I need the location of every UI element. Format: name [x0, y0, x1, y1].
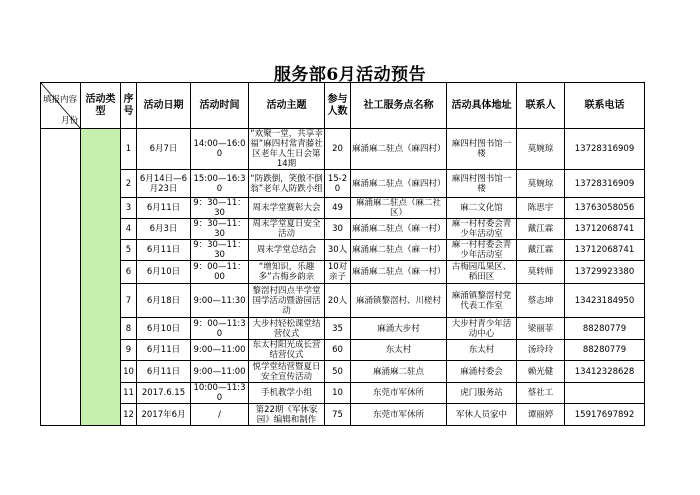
row-phone: 88280779	[565, 318, 645, 340]
row-contact: 蔡志坤	[517, 284, 565, 318]
table-row	[41, 318, 645, 340]
row-no: 8	[121, 318, 137, 340]
row-phone: 13423184950	[565, 284, 645, 318]
row-topic: 第22期《军休家园》编辑和制作	[249, 404, 325, 426]
row-topic: “增知识，乐趣多”古梅乡韵亲	[249, 261, 325, 284]
row-topic: 大步村轻松课堂结营仪式	[249, 318, 325, 340]
row-no: 4	[121, 219, 137, 240]
header-fill-content-label: 填报内容	[43, 95, 78, 105]
row-no: 6	[121, 261, 137, 284]
row-time: 9：00—11：00	[191, 261, 249, 284]
row-address: 古梅园瓜果区、稻田区	[447, 261, 517, 284]
row-count: 50	[325, 361, 351, 383]
row-no: 9	[121, 340, 137, 361]
header-count: 参与人数	[325, 83, 351, 129]
row-site: 麻涌麻二驻点（麻一村）	[351, 219, 447, 240]
row-address: 军休人员家中	[447, 404, 517, 426]
row-no: 1	[121, 129, 137, 170]
header-no: 序号	[121, 83, 137, 129]
header-activity-type: 活动类型	[81, 83, 121, 129]
activity-type-cell	[81, 129, 121, 426]
row-time: 15:00—16:30	[191, 170, 249, 198]
row-time: 9：30—11：30	[191, 198, 249, 219]
row-topic: 周末学堂赛彰大会	[249, 198, 325, 219]
row-site: 东莞市军休所	[351, 404, 447, 426]
row-contact: 梁丽菲	[517, 318, 565, 340]
table-row	[41, 198, 645, 219]
row-contact: 赖光健	[517, 361, 565, 383]
row-count: 20人	[325, 284, 351, 318]
row-no: 12	[121, 404, 137, 426]
row-site: 东莞市军休所	[351, 383, 447, 404]
row-phone: 13412328628	[565, 361, 645, 383]
row-phone: 13763058056	[565, 198, 645, 219]
row-phone: 13712068741	[565, 219, 645, 240]
row-site: 麻涌麻二驻点	[351, 361, 447, 383]
row-site: 麻涌麻二驻点（麻四村）	[351, 170, 447, 198]
row-address: 麻一村村委会青少年活动室	[447, 240, 517, 261]
table-row	[41, 284, 645, 318]
row-phone: 13728316909	[565, 129, 645, 170]
row-contact: 谭丽婷	[517, 404, 565, 426]
header-month-label: 月份	[60, 116, 78, 126]
table-row	[41, 219, 645, 240]
row-count: 30人	[325, 240, 351, 261]
document-title: 服务部6月活动预告	[273, 65, 427, 85]
row-phone: 88280779	[565, 340, 645, 361]
row-date: 6月10日	[137, 261, 191, 284]
header-contact: 联系人	[517, 83, 565, 129]
row-site: 麻涌麻二驻点（麻一村）	[351, 240, 447, 261]
row-site: 麻涌镇黎滘村、川槎村	[351, 284, 447, 318]
row-topic: 东太村阳光成长营结营仪式	[249, 340, 325, 361]
row-topic: 悦学堂结营暨夏日安全宣传活动	[249, 361, 325, 383]
row-date: 6月7日	[137, 129, 191, 170]
header-diagonal-cell	[41, 83, 81, 129]
row-address: 麻涌镇黎滘村党代表工作室	[447, 284, 517, 318]
header-row	[41, 83, 645, 129]
row-count: 35	[325, 318, 351, 340]
row-date: 6月11日	[137, 198, 191, 219]
row-contact: 莫婉琼	[517, 170, 565, 198]
row-topic: “欢聚一堂，共享幸福”麻四村常青藤社区老年人生日会第14期	[250, 129, 323, 169]
header-date: 活动日期	[137, 83, 191, 129]
row-contact: 莫转师	[517, 261, 565, 284]
row-time: /	[191, 404, 249, 426]
row-topic: 周末学堂总结会	[249, 240, 325, 261]
table-row	[41, 383, 645, 404]
row-time: 9：30—11：30	[191, 240, 249, 261]
activity-table	[40, 82, 645, 426]
header-phone: 联系电话	[565, 83, 645, 129]
row-site: 麻涌麻二驻点（麻四村）	[351, 129, 447, 170]
row-topic: 手机教学小组	[249, 383, 325, 404]
row-contact: 莫婉琼	[517, 129, 565, 170]
table-row	[41, 170, 645, 198]
row-time: 9:00—11:00	[191, 340, 249, 361]
row-date: 6月14日—6月23日	[137, 170, 191, 198]
row-no: 10	[121, 361, 137, 383]
row-address: 麻二文化馆	[447, 198, 517, 219]
row-time: 9：00—11:30	[191, 318, 249, 340]
row-contact: 戴江霖	[517, 240, 565, 261]
row-address: 虎门服务站	[447, 383, 517, 404]
row-no: 7	[121, 284, 137, 318]
row-site: 东太村	[351, 340, 447, 361]
header-time: 活动时间	[191, 83, 249, 129]
row-count: 20	[325, 129, 351, 170]
row-address: 麻涌村委会	[447, 361, 517, 383]
row-address: 麻四村图书馆一楼	[447, 129, 517, 170]
row-count: 60	[325, 340, 351, 361]
row-topic: 周末学堂夏日安全活动	[249, 219, 325, 240]
header-topic: 活动主题	[249, 83, 325, 129]
row-time: 9：30—11：30	[191, 219, 249, 240]
row-contact: 汤玲玲	[517, 340, 565, 361]
row-address: 大步村青少年活动中心	[447, 318, 517, 340]
row-date: 2017年6月	[137, 404, 191, 426]
row-no: 11	[121, 383, 137, 404]
row-date: 6月11日	[137, 361, 191, 383]
table-body	[41, 129, 645, 426]
row-time: 14:00—16:00	[191, 129, 249, 170]
row-date: 2017.6.15	[137, 383, 191, 404]
row-address: 麻四村图书馆一楼	[447, 170, 517, 198]
table-row	[41, 240, 645, 261]
row-phone	[565, 383, 645, 404]
row-count: 10对亲子	[325, 261, 351, 284]
row-contact: 戴江霖	[517, 219, 565, 240]
table-row	[41, 404, 645, 426]
row-address: 麻一村村委会青少年活动室	[447, 219, 517, 240]
row-date: 6月11日	[137, 240, 191, 261]
row-date: 6月10日	[137, 318, 191, 340]
row-contact: 蔡社工	[517, 383, 565, 404]
row-time: 9:00—11:30	[191, 284, 249, 318]
row-time: 9:00—11:00	[191, 361, 249, 383]
row-phone: 13729923380	[565, 261, 645, 284]
row-site: 麻涌麻二驻点（麻二社区）	[351, 198, 447, 219]
row-count: 10	[325, 383, 351, 404]
row-topic: “防跌倒，笑傲不倒翁”老年人防跌小组	[249, 170, 325, 198]
row-no: 5	[121, 240, 137, 261]
row-date: 6月18日	[137, 284, 191, 318]
table-row	[41, 129, 645, 170]
row-site: 麻涌大步村	[351, 318, 447, 340]
header-address: 活动具体地址	[447, 83, 517, 129]
table-row	[41, 361, 645, 383]
row-count: 75	[325, 404, 351, 426]
row-date: 6月3日	[137, 219, 191, 240]
row-count: 15-20	[325, 170, 351, 198]
month-cell	[41, 129, 81, 426]
row-date: 6月11日	[137, 340, 191, 361]
row-phone: 13728316909	[565, 170, 645, 198]
row-topic: 黎滘村四点半学堂国学活动暨游园活动	[249, 284, 325, 318]
row-count: 30	[325, 219, 351, 240]
row-address: 东太村	[447, 340, 517, 361]
row-no: 3	[121, 198, 137, 219]
row-time: 10:00—11:30	[191, 383, 249, 404]
row-contact: 陈思宇	[517, 198, 565, 219]
table-row	[41, 261, 645, 284]
row-count: 49	[325, 198, 351, 219]
table-row	[41, 340, 645, 361]
row-no: 2	[121, 170, 137, 198]
row-phone: 13712068741	[565, 240, 645, 261]
header-site: 社工服务点名称	[351, 83, 447, 129]
row-phone: 15917697892	[565, 404, 645, 426]
row-site: 麻涌麻二驻点（麻一村）	[351, 261, 447, 284]
